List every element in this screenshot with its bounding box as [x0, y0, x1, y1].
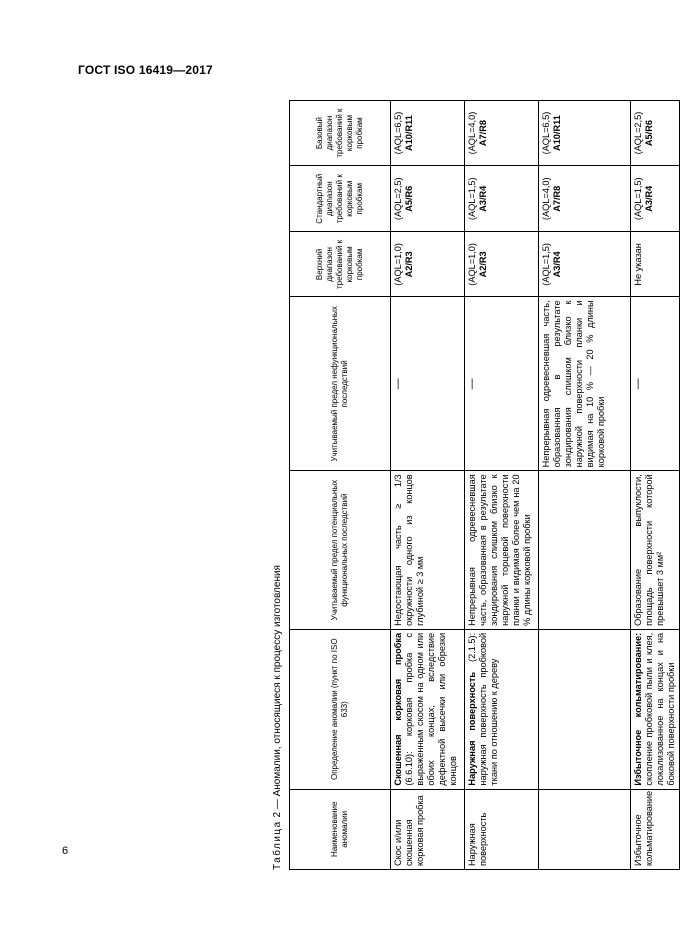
anomalies-table: [289, 100, 680, 870]
table-row: [391, 101, 465, 870]
functional-limit-cell: Недостающая часть ≥ 1/3 окружности одного из концов глубиной ≥ 3 мм: [391, 471, 465, 630]
aql-value: (AQL=6,5): [393, 111, 403, 155]
definition-term: Скошенная корковая пробка: [393, 632, 403, 786]
basic-range-cell: [539, 101, 631, 166]
aql-value: (AQL=1,5): [633, 177, 643, 221]
definition-text: (2.1.5): наружная поверхность пробковой ткани по отношению к дереву: [467, 632, 499, 786]
upper-range-cell: [465, 232, 539, 297]
upper-range-cell: Не указан: [631, 232, 680, 297]
anomaly-name-cell: Наружная поверхность: [465, 789, 539, 869]
column-header-name: Наименование аномалии: [290, 789, 391, 869]
acceptance-code: A2/R3: [478, 251, 488, 278]
basic-range-cell: [631, 101, 680, 166]
nonfunctional-limit-cell: —: [465, 297, 539, 471]
nonfunctional-limit-cell: —: [631, 297, 680, 471]
anomaly-name-cell: Скос и/или скошенная корковая пробка: [391, 789, 465, 869]
nonfunctional-limit-cell: Непрерывная одревесневшая часть, образованная в результате зондирования слишком близко к наружной поверхности планки и видимая на 10 % — 20 % длины корковой пробки: [539, 297, 631, 471]
aql-value: (AQL=1,5): [467, 177, 477, 221]
table-header-row: [290, 101, 391, 870]
anomaly-definition-cell: [539, 629, 631, 789]
acceptance-code: A7/R8: [552, 185, 562, 212]
table-caption-text: 2 — Аномалии, относящиеся к процессу изготовления: [272, 565, 283, 821]
definition-term: Наружная поверхность: [467, 671, 477, 786]
table-caption: [270, 565, 286, 870]
column-header-definition: Определение аномалии (пункт по ISO 633): [290, 629, 391, 789]
table-row: [631, 101, 680, 870]
page-number: 6: [62, 845, 69, 857]
anomaly-definition-cell: [391, 629, 465, 789]
aql-value: (AQL=2,5): [393, 177, 403, 221]
definition-text: скопление пробковой пыли и клея, локализованное на концах и на боковой поверхности пробки: [644, 632, 676, 786]
functional-limit-cell: Непрерывная одревесневшая часть, образованная в результате зондирования слишком близко к наружной торцевой поверхности планки и видимая более чем на 20 % длины корковой пробки: [465, 471, 539, 630]
acceptance-code: A10/R11: [404, 115, 414, 151]
aql-value: (AQL=1,0): [467, 243, 477, 286]
acceptance-code: A3/R4: [552, 251, 562, 278]
standard-range-cell: [465, 166, 539, 232]
aql-value: (AQL=1,5): [541, 243, 551, 286]
basic-range-cell: [465, 101, 539, 166]
aql-value: (AQL=4,0): [467, 111, 477, 155]
acceptance-code: A3/R4: [644, 185, 654, 212]
column-header-functional: Учитываемый предел потенциальных функциональных последствий: [290, 471, 391, 630]
aql-value: (AQL=6,5): [541, 111, 551, 155]
standard-range-cell: [391, 166, 465, 232]
column-header-nonfunctional: Учитываемый предел нефункциональных последствий: [290, 297, 391, 471]
column-header-standard-range: Стандартный диапазон требований к корковым пробкам: [290, 166, 391, 232]
table-row: [465, 101, 539, 870]
acceptance-code: A10/R11: [552, 115, 562, 151]
anomaly-definition-cell: [465, 629, 539, 789]
anomaly-definition-cell: [631, 629, 680, 789]
acceptance-code: A2/R3: [404, 251, 414, 278]
aql-value: (AQL=4,0): [541, 177, 551, 221]
anomaly-name-cell: [539, 789, 631, 869]
column-header-upper-range: Верхний диапазон требований к корковым пробкам: [290, 232, 391, 297]
table-row: [539, 101, 631, 870]
functional-limit-cell: Образование выпуклости, площадь поверхности которой превышает 3 мм²: [631, 471, 680, 630]
rotated-table-block: [270, 100, 676, 870]
aql-value: (AQL=1,0): [393, 243, 403, 286]
upper-range-cell: [391, 232, 465, 297]
definition-text: (6.6.10): корковая пробка с выраженным скосом на одном или обоих концах, вследствие дефектной высечки или обрезки концов: [404, 632, 458, 786]
aql-value: (AQL=2,5): [633, 111, 643, 155]
standard-range-cell: [631, 166, 680, 232]
acceptance-code: A5/R6: [644, 120, 654, 147]
table-caption-prefix: Таблица: [272, 820, 283, 870]
anomaly-name-cell: Избыточное кольматирование: [631, 789, 680, 869]
upper-range-cell: [539, 232, 631, 297]
standard-range-cell: [539, 166, 631, 232]
column-header-basic-range: Базовый диапазон требований к корковым пробкам: [290, 101, 391, 166]
basic-range-cell: [391, 101, 465, 166]
acceptance-code: A3/R4: [478, 185, 488, 212]
document-title: ГОСТ ISO 16419—2017: [78, 63, 213, 77]
functional-limit-cell: [539, 471, 631, 630]
nonfunctional-limit-cell: —: [391, 297, 465, 471]
definition-term: Избыточное кольматирование:: [633, 632, 643, 786]
acceptance-code: A5/R6: [404, 185, 414, 212]
acceptance-code: A7/R8: [478, 120, 488, 147]
